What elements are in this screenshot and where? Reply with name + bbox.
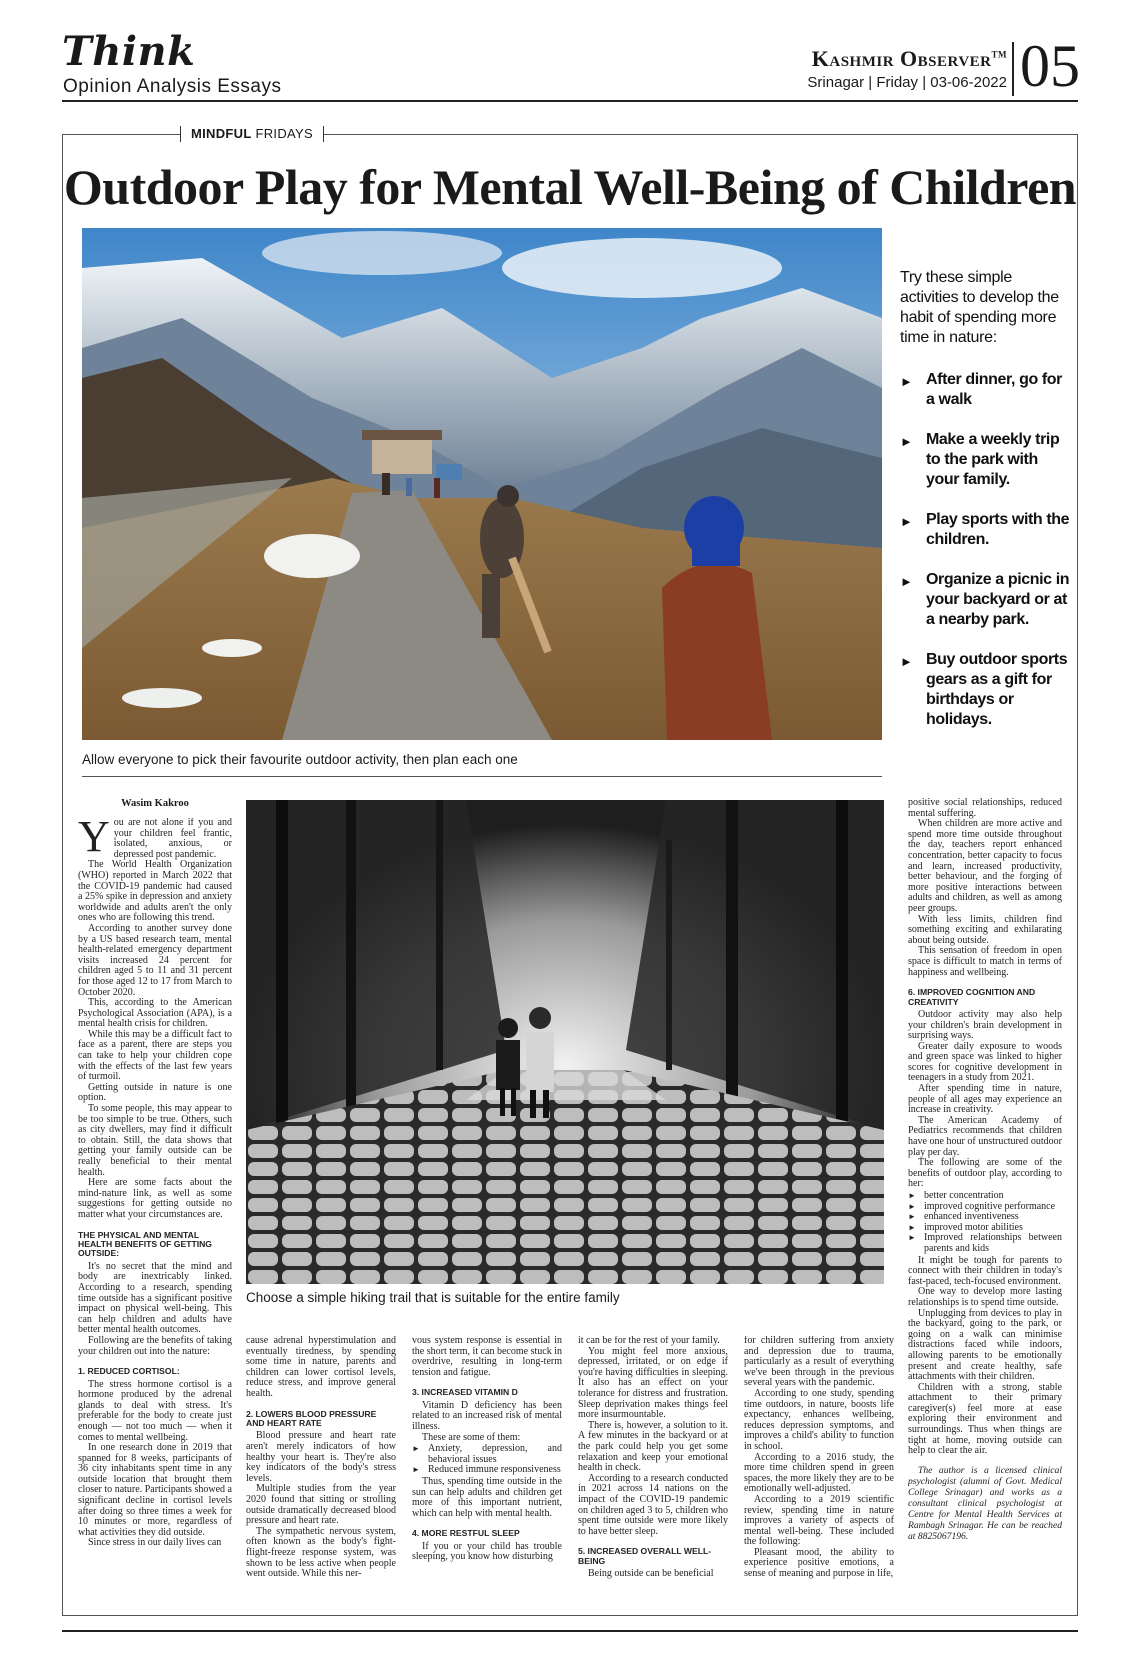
paragraph: Here are some facts about the mind-nature link, as well as some suggestions for getting outside no matter what your circumstances are.: [78, 1177, 232, 1220]
paragraph: If you or your child has trouble sleeping, you know how disturbing: [412, 1540, 562, 1563]
body-column-4: [578, 1336, 728, 1616]
paragraph: Getting outside in nature is one option.: [78, 1081, 232, 1104]
arrow-icon: ►: [900, 434, 913, 449]
paragraph: While this may be a difficult fact to face as a parent, there are steps you can take to help your children cope with the effects of the last few years of turmoil.: [78, 1028, 232, 1083]
subheading: 1. REDUCED CORTISOL:: [78, 1366, 180, 1377]
lead-text: ou are not alone if you and your children feel frantic, isolated, anxious, or depressed post pandemic.: [113, 818, 232, 860]
trail-illustration: [246, 800, 884, 1284]
headline: Outdoor Play for Mental Well-Being of Children: [63, 159, 1077, 215]
paragraph: There is, however, a solution to it. A few minutes in the backyard or at the park could help you get some relaxation and keep your emotional health in check.: [578, 1419, 728, 1474]
paragraph: Unplugging from devices to play in the backyard, going to the park, or going on a walk can minimise distractions faced while indoors, allowing parents to be emotionally present and create healthy, safe attachments with their children.: [908, 1307, 1062, 1383]
author-credit: The author is a licensed clinical psychologist (alumni of Govt. Medical College Srinagar) and works as a consultant clinical psychologist at Centre for Mental Health Services at Rambagh Srinagar. He can be reached at 8825067196.: [908, 1464, 1062, 1542]
paragraph: Since stress in our daily lives can: [88, 1537, 222, 1549]
page-number: 05: [1020, 33, 1080, 99]
newspaper-name-text: Kashmir Observer: [811, 46, 992, 71]
paragraph: These are some of them:: [422, 1431, 521, 1443]
paragraph: Blood pressure and heart rate aren't merely indicators of how healthy your heart is. They're also key indicators of the body's stress levels.: [246, 1430, 396, 1484]
sidebar-intro: Try these simple activities to develop the habit of spending more time in nature:: [900, 269, 1059, 346]
paragraph: According to a 2019 scientific review, spending time in nature improves a variety of aspects of mental well-being. These included the following:: [744, 1493, 894, 1548]
paragraph: positive social relationships, reduced mental suffering.: [908, 798, 1062, 819]
header-rule: [62, 100, 1078, 102]
paragraph: With less limits, children find something exciting and exhilarating about being outside.: [908, 913, 1062, 946]
paragraph: The following are some of the benefits of outdoor play, according to her:: [908, 1157, 1062, 1190]
paragraph: After spending time in nature, people of all ages may experience an increase in creativity.: [908, 1083, 1062, 1116]
paragraph: This, according to the American Psychological Association (APA), is a mental health crisis for children.: [78, 997, 232, 1030]
paragraph: it can be for the rest of your family.: [578, 1336, 720, 1346]
paragraph: According to one study, spending time outdoors, in nature, boosts life expectancy, enhances wellbeing, reduces depression symptoms, and improves a child's ability to function in school.: [744, 1387, 894, 1452]
list-item: ► Reduced immune responsiveness: [412, 1465, 562, 1476]
paragraph: cause adrenal hyperstimulation and eventually tiredness, by spending some time in nature, parents and children can lower cortisol levels, reduce stress, and improve general health.: [246, 1336, 396, 1399]
subheading: 6. IMPROVED COGNITION AND CREATIVITY: [908, 987, 1036, 1007]
paragraph: One way to develop more lasting relationships is to spend time outside.: [908, 1286, 1062, 1308]
dateline: Srinagar | Friday | 03-06-2022: [807, 74, 1007, 91]
subheading: 4. MORE RESTFUL SLEEP: [412, 1528, 520, 1539]
paragraph: To some people, this may appear to be too simple to be true. Others, such as city dwellers, may find it difficult to obtain. Still, the data shows that getting your family outside can be really beneficial to their mental health.: [78, 1103, 232, 1178]
paragraph: for children suffering from anxiety and depression due to trauma, particularly as a result of everything we've been through in the previous several years with the pandemic.: [744, 1336, 894, 1389]
subheading: 5. INCREASED OVERALL WELL-BEING: [578, 1546, 712, 1566]
paragraph: The World Health Organization (WHO) reported in March 2022 that the COVID-19 pandemic had caused a 25% spike in depression and anxiety worldwide and adults aren't the only ones who are following this trend.: [78, 859, 232, 924]
mountain-photo: [82, 228, 882, 740]
paragraph: When children are more active and spend more time outside throughout the day, teachers report enhanced concentration, better capacity to focus and learn, increased productivity, better behaviour, and the forging of more positive interactions between adults and children, as well as among peer groups.: [908, 818, 1062, 914]
paragraph: Greater daily exposure to woods and green space was linked to higher scores for cognitive development in teenagers in a study from 2021.: [908, 1040, 1062, 1084]
trademark: TM: [991, 49, 1007, 60]
paragraph: According to a 2016 study, the more time children spend in green spaces, the more likely they are to be emotionally well-adjusted.: [744, 1451, 894, 1495]
paragraph: According to a research conducted in 2021 across 14 nations on the impact of the COVID-19 pandemic on children aged 3 to 5, children who spent time outside were more likely to have better sleep.: [578, 1472, 728, 1537]
subheading: 2. LOWERS BLOOD PRESSURE AND HEART RATE: [246, 1408, 377, 1428]
kicker-bold: MINDFUL: [191, 126, 252, 141]
list-item: ► Anxiety, depression, and behavioral issues: [412, 1444, 562, 1465]
tip-text: Organize a picnic in your backyard or at a nearby park.: [926, 571, 1070, 628]
mountain-illustration: [82, 228, 882, 740]
list-item: ► better concentration: [908, 1191, 1062, 1202]
paragraph: Children with a strong, stable attachment to their primary caregiver(s) feel more at ease exploring their environment and surroundings. Thus when things are tight at home, moving outside can help to clear the air.: [908, 1381, 1062, 1457]
paragraph: You might feel more anxious, depressed, irritated, or on edge if you're having difficulties in sleeping. It also has an effect on your tolerance for distress and frustration. Sleep deprivation makes things feel more insurmountable.: [578, 1345, 728, 1421]
paragraph: This sensation of freedom in open space is difficult to match in terms of happiness and wellbeing.: [908, 945, 1062, 978]
section-title: Think: [62, 28, 196, 75]
paragraph: vous system response is essential in the short term, it can become stuck in overdrive, resulting in long-term tension and fatigue.: [412, 1336, 562, 1378]
list-item: ► Improved relationships between parents and kids: [908, 1233, 1062, 1254]
header-divider: [1012, 42, 1014, 96]
paragraph: The stress hormone cortisol is a hormone produced by the adrenal glands to deal with stress. It's preferable for the body to create just enough — not too much — when it comes to mental wellbeing.: [78, 1378, 232, 1443]
paragraph: It might be tough for parents to connect with their children in today's fast-paced, tech-focused environment.: [908, 1254, 1062, 1287]
paragraph: Being outside can be beneficial: [588, 1568, 714, 1580]
arrow-icon: ►: [900, 574, 913, 589]
tip-text: After dinner, go for a walk: [926, 371, 1063, 408]
paragraph: In one research done in 2019 that spanned for 8 weeks, participants of 36 city inhabitants spent time in any outside location that brought them closer to nature. Participants showed a significant decline in cortisol levels after doing so three times a week for 10 minutes or more, regardless of what activities they did outside.: [78, 1442, 232, 1538]
body-column-5: [744, 1336, 894, 1616]
tip-item: [900, 650, 1070, 730]
arrow-icon: ►: [900, 374, 913, 389]
paragraph: It's no secret that the mind and body are inextricably linked. According to a research, spending time outside has a significant positive impact on physical well-being. This can help children and adults have better mental health outcomes.: [78, 1260, 232, 1336]
paragraph: Outdoor activity may also help your children's brain development in surprising ways.: [908, 1008, 1062, 1042]
caption-rule: [82, 776, 882, 777]
tip-item: [900, 430, 1070, 490]
tip-item: [900, 570, 1070, 630]
byline: Wasim Kakroo: [121, 798, 189, 809]
kicker: [180, 126, 324, 142]
list-item: ► enhanced inventiveness: [908, 1212, 1062, 1223]
photo2-caption: Choose a simple hiking trail that is suitable for the entire family: [246, 1290, 620, 1305]
body-column-6: [908, 798, 1062, 1616]
trail-photo: [246, 800, 884, 1284]
list-item: ► improved motor abilities: [908, 1223, 1062, 1234]
subheading: THE PHYSICAL AND MENTAL HEALTH BENEFITS OF GETTING OUTSIDE:: [78, 1229, 212, 1259]
arrow-icon: ►: [900, 514, 913, 529]
lead-paragraph: [78, 818, 232, 860]
tip-text: Buy outdoor sports gears as a gift for birthdays or holidays.: [926, 651, 1068, 728]
paragraph: Multiple studies from the year 2020 found that sitting or strolling outside dramatically decreased blood pressure and heart rate.: [246, 1483, 396, 1527]
body-column-3: [412, 1336, 562, 1616]
tip-text: Play sports with the children.: [926, 511, 1070, 548]
paragraph: Vitamin D deficiency has been related to an increased risk of mental illness.: [412, 1399, 562, 1432]
list-item: ► improved cognitive performance: [908, 1202, 1062, 1213]
footer-rule: [62, 1630, 1078, 1632]
arrow-icon: ►: [900, 654, 913, 669]
body-column-1: [78, 818, 232, 1616]
paragraph: The American Academy of Pediatrics recommends that children have one hour of unstructured outdoor play per day.: [908, 1114, 1062, 1158]
dropcap: Y: [78, 818, 110, 861]
tip-item: [900, 510, 1070, 550]
paragraph: According to another survey done by a US based research team, mental health-related emergency department visits increased 24 percent for children aged 5 to 11 and 31 percent for those aged 12 to 17 from March to October 2020.: [78, 922, 232, 998]
section-subtitle: Opinion Analysis Essays: [63, 76, 282, 97]
paragraph: Pleasant mood, the ability to experience positive emotions, a sense of meaning and purpose in life,: [744, 1546, 894, 1580]
tip-item: [900, 370, 1070, 410]
bullet-list: [412, 1444, 562, 1476]
tip-text: Make a weekly trip to the park with your family.: [926, 431, 1060, 488]
tips-sidebar: [900, 268, 1070, 750]
paragraph: Thus, spending time outside in the sun can help adults and children get more of this important nutrient, which can help with mental health.: [412, 1475, 562, 1519]
paragraph: Following are the benefits of taking your children out into the nature:: [78, 1334, 232, 1357]
newspaper-name: [812, 46, 1007, 72]
body-column-2: [246, 1336, 396, 1616]
paragraph: The sympathetic nervous system, often known as the body's fight-flight-freeze response system, was shown to be less active when people went outside. While this ner-: [246, 1525, 396, 1580]
subheading: 3. INCREASED VITAMIN D: [412, 1387, 518, 1398]
bullet-list: [908, 1191, 1062, 1255]
photo1-caption: Allow everyone to pick their favourite outdoor activity, then plan each one: [82, 752, 518, 767]
kicker-rest: FRIDAYS: [251, 126, 313, 141]
